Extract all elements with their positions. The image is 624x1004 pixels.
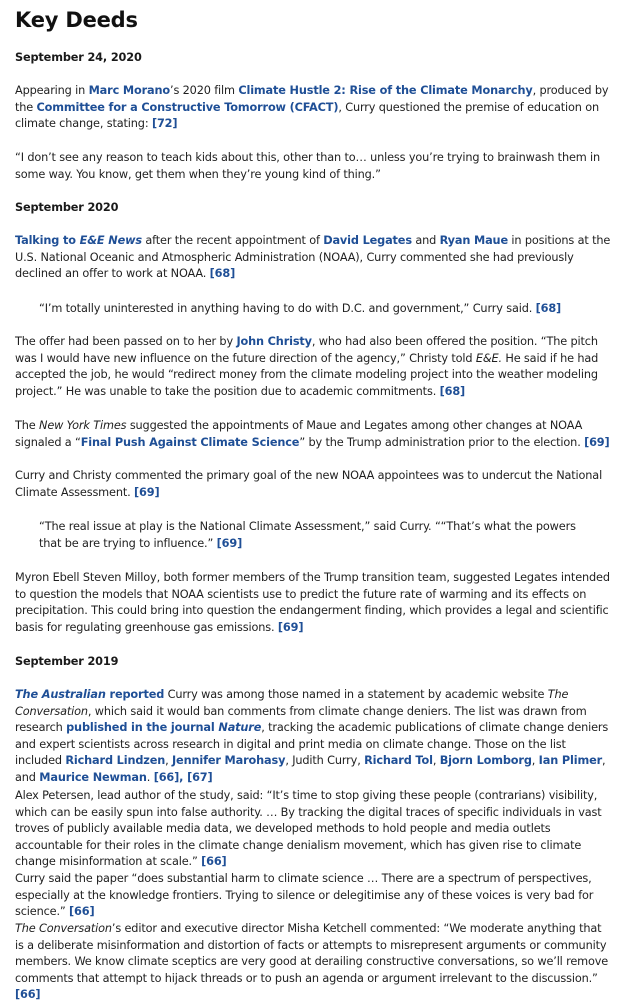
text: in positions at the U.S. National Oceanic and Atmospheric Administration (NOAA), Curry commented she had previously declined an offer to work at NOAA.: [15, 234, 611, 281]
section-title: Key Deeds: [15, 8, 138, 32]
text: “I don’t see any reason to teach kids about this, other than to… unless you’re trying to brainwash them in some way. You know, get them when they’re young kind of thing.”: [15, 151, 601, 181]
text: ,: [531, 754, 539, 768]
date-heading: September 2020: [15, 201, 119, 214]
citation-link[interactable]: [66]: [69, 905, 95, 919]
citation-link[interactable]: [68]: [209, 267, 236, 281]
link-climate-hustle-2[interactable]: Climate Hustle 2: Rise of the Climate Monarchy: [238, 84, 533, 97]
link-marc-morano[interactable]: Marc Morano: [88, 84, 171, 97]
link-ee-news[interactable]: [15, 234, 142, 247]
blockquote: [39, 519, 584, 552]
text: , Judith Curry,: [285, 754, 365, 768]
link-text-italic: The Australian: [15, 688, 106, 701]
text: , which said it would ban comments from climate change deniers. The list was drawn from research: [15, 704, 587, 735]
text: Curry said the paper “does substantial harm to climate science … There are a spectrum of perspectives, especially at the knowledge frontiers. Trying to silence or delegitimise any of these voices is very bad for science.”: [15, 872, 594, 919]
text: Curry was among those named in a statement by academic website: [164, 688, 548, 701]
text: Curry and Christy commented the primary goal of the new NOAA appointees was to undercut the National Climate Assessment.: [15, 469, 603, 499]
text: ’s 2020 film: [170, 84, 239, 97]
text: , who had also been offered the position. “The pitch was I would have new influence on the future direction of the agency,” Christy told: [15, 335, 598, 365]
quote-paragraph: [15, 150, 612, 183]
date-heading: September 24, 2020: [15, 51, 142, 64]
link-ryan-maue[interactable]: Ryan Maue: [439, 234, 508, 247]
italic-text: New York Times: [39, 419, 127, 432]
link-cfact[interactable]: Committee for a Constructive Tomorrow (CFACT): [36, 100, 339, 114]
citation-link[interactable]: [69]: [584, 435, 610, 449]
text: The offer had been passed on to her by: [15, 335, 237, 348]
link-text: published in the journal: [66, 721, 219, 735]
text: ” by the Trump administration prior to the election.: [299, 435, 585, 449]
text: ’s editor and executive director Misha Ketchell commented: “We moderate anything that is a deliberate misinformation and distortion of facts or attempts to misrepresent arguments or community members. We know climate sceptics are very good at derailing constructive conversations, so we’ll remove comments that attempt to hijack threads or to push an agenda or argument irrelevant to the discussion.”: [15, 922, 609, 985]
link-bjorn-lomborg[interactable]: Bjorn Lomborg: [439, 754, 532, 768]
link-richard-lindzen[interactable]: Richard Lindzen: [65, 754, 166, 768]
italic-text: The Conversation: [15, 688, 569, 718]
link-maurice-newman[interactable]: Maurice Newman: [39, 770, 147, 784]
paragraph: [15, 468, 612, 501]
paragraph: [15, 687, 612, 787]
text: .: [146, 770, 154, 784]
link-jennifer-marohasy[interactable]: Jennifer Marohasy: [172, 754, 286, 768]
text: , Curry questioned the premise of education on climate change, stating:: [15, 100, 599, 131]
citation-link[interactable]: [72]: [151, 117, 178, 131]
italic-text: The Conversation: [15, 922, 112, 935]
paragraph: [15, 921, 612, 1004]
text: Myron Ebell Steven Milloy, both former members of the Trump transition team, suggested Legates intended to question the models that NOAA scientists use to predict the future rate of warming and its effects on precipitation. This could bring into question the endangerment finding, which provides a legal and scientific basis for regulating greenhouse gas emissions.: [15, 571, 610, 634]
text: Alex Petersen, lead author of the study, said: “It’s time to stop giving these people (contrarians) visibility, which can be easily spun into false authority. … By tracking the digital traces of specific individuals in vast troves of publicly available media data, we developed methods to hold people and media outlets accountable for their roles in the climate change denialism movement, which has given rise to climate change misinformation at scale.”: [15, 789, 602, 869]
text: The: [15, 419, 40, 432]
citation-link[interactable]: [68]: [439, 384, 466, 398]
link-text: Talking to: [15, 234, 80, 247]
paragraph: [15, 570, 612, 636]
citation-link[interactable]: [67]: [187, 770, 213, 784]
text: He said if he had accepted the job, he would “redirect money from the climate modeling project into the weather modeling project.” He was unable to take the position due to academic commitments.: [15, 351, 599, 398]
italic-text: E&E.: [475, 351, 502, 365]
text: and: [411, 234, 440, 247]
date-heading: September 2019: [15, 655, 119, 668]
citation-link[interactable]: [69]: [216, 536, 243, 550]
text: ,: [165, 754, 172, 768]
citation-link[interactable]: [68]: [535, 302, 562, 315]
link-text-italic: E&E News: [79, 234, 142, 247]
text: ,: [432, 754, 440, 768]
blockquote: [39, 301, 584, 318]
paragraph: [15, 83, 612, 133]
paragraph: [15, 334, 612, 400]
paragraph: [15, 871, 612, 921]
link-text-italic: Nature: [218, 721, 262, 735]
paragraph: [15, 418, 612, 451]
text: ,: [179, 770, 188, 784]
text: after the recent appointment of: [141, 234, 324, 247]
citation-link[interactable]: [66]: [153, 770, 180, 784]
text: , tracking the academic publications of climate change deniers and expert scientists across research in digital and print media on climate change. Those on the list included: [15, 721, 609, 768]
paragraph: [15, 233, 612, 283]
paragraph: [15, 788, 612, 871]
link-john-christy[interactable]: John Christy: [236, 335, 312, 348]
citation-link[interactable]: [69]: [277, 620, 304, 634]
link-ian-plimer[interactable]: Ian Plimer: [538, 754, 603, 768]
text: “I’m totally uninterested in anything having to do with D.C. and government,” Curry said.: [39, 302, 536, 315]
link-david-legates[interactable]: David Legates: [323, 234, 412, 247]
link-final-push[interactable]: Final Push Against Climate Science: [80, 435, 300, 449]
link-richard-tol[interactable]: Richard Tol: [364, 754, 433, 768]
text: suggested the appointments of Maue and Legates among other changes at NOAA signaled a “: [15, 419, 583, 449]
link-the-australian[interactable]: [15, 688, 164, 701]
citation-link[interactable]: [69]: [134, 485, 160, 499]
text: “The real issue at play is the National Climate Assessment,” said Curry. ““That’s what the powers that be are trying to influence.”: [39, 520, 576, 550]
text: , and: [15, 754, 606, 784]
link-text: reported: [105, 688, 165, 701]
citation-link[interactable]: [66]: [15, 988, 41, 1002]
text: Appearing in: [15, 84, 89, 97]
text: , produced by the: [15, 84, 609, 114]
link-nature-journal[interactable]: [66, 721, 261, 734]
citation-link[interactable]: [66]: [201, 855, 227, 869]
